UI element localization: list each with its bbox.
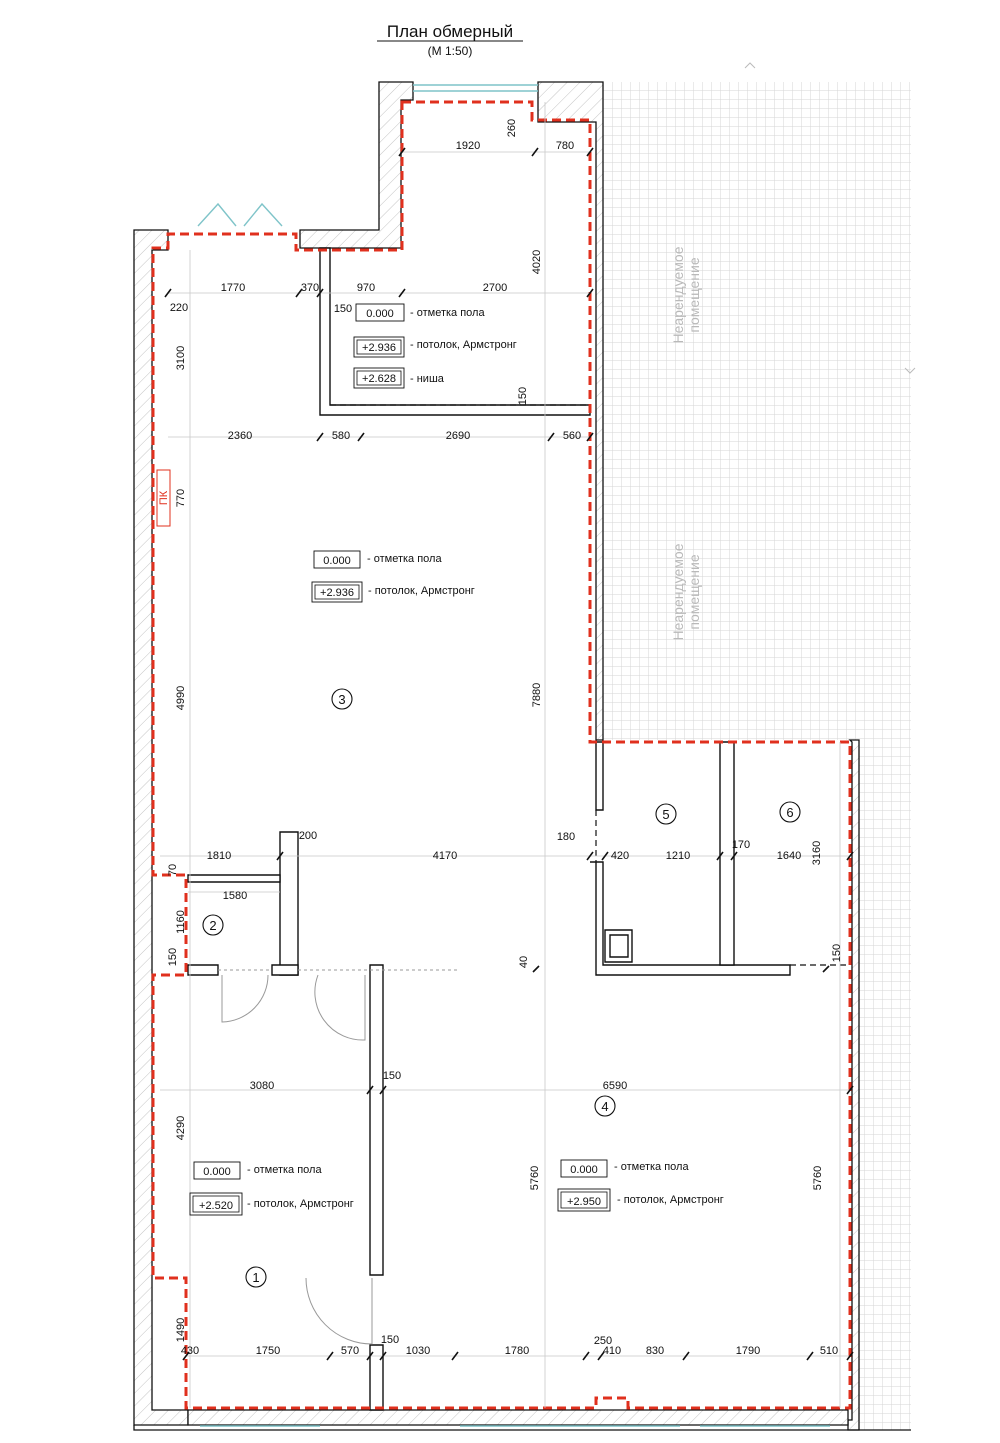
dim-1770: 1770 — [220, 282, 246, 294]
room4-floor-value: 0.000 — [570, 1164, 598, 1176]
room1-floor-text: - отметка пола — [247, 1164, 322, 1176]
dim-5760-b: 5760 — [812, 1165, 824, 1191]
unrented-label-top-2: помещение — [686, 257, 702, 333]
dim-2360: 2360 — [227, 430, 253, 442]
room3-upper-niche-value: +2.628 — [362, 373, 396, 385]
room3-levels — [312, 551, 475, 602]
dim-1810: 1810 — [206, 850, 232, 862]
dim-2690: 2690 — [445, 430, 471, 442]
dim-5760-a: 5760 — [529, 1165, 541, 1191]
room-number-4: 4 — [601, 1099, 609, 1114]
room3-floor-text: - отметка пола — [367, 553, 442, 565]
dim-170: 170 — [731, 839, 751, 851]
dim-1640: 1640 — [776, 850, 802, 862]
room1-ceiling-value: +2.520 — [199, 1200, 233, 1212]
dim-4290: 4290 — [175, 1115, 187, 1141]
dim-1030: 1030 — [405, 1345, 431, 1357]
dim-3100: 3100 — [175, 345, 187, 371]
room1-ceiling-text: - потолок, Армстронг — [247, 1198, 354, 1210]
room3-upper-levels — [354, 304, 517, 388]
room3-upper-floor-text: - отметка пола — [410, 307, 485, 319]
dim-420: 420 — [610, 850, 630, 862]
unrented-label-mid-1: Неарендуемое — [670, 543, 686, 641]
dim-6590: 6590 — [602, 1080, 628, 1092]
dim-150-b: 150 — [517, 386, 529, 406]
unrented-label-top-1: Неарендуемое — [670, 246, 686, 344]
dim-770: 770 — [175, 488, 187, 508]
dim-40: 40 — [518, 955, 530, 969]
dim-1160: 1160 — [175, 910, 187, 934]
dim-1580: 1580 — [222, 890, 248, 902]
unrented-area — [603, 63, 915, 1430]
dim-220: 220 — [169, 302, 189, 314]
dim-1490: 1490 — [175, 1317, 187, 1343]
dim-510: 510 — [819, 1345, 839, 1357]
dim-260: 260 — [506, 118, 518, 138]
dim-7880: 7880 — [531, 682, 543, 708]
dim-200: 200 — [298, 830, 318, 842]
room4-ceiling-text: - потолок, Армстронг — [617, 1194, 724, 1206]
dim-370: 370 — [300, 282, 320, 294]
dim-4990: 4990 — [175, 685, 187, 711]
plan-scale: (М 1:50) — [427, 44, 473, 58]
dim-570: 570 — [340, 1345, 360, 1357]
pk-label: ПК — [158, 490, 170, 506]
dim-70: 70 — [167, 863, 179, 877]
dim-430: 430 — [180, 1345, 200, 1357]
room4-ceiling-value: +2.950 — [567, 1196, 601, 1208]
dim-150-f: 150 — [380, 1334, 400, 1346]
dim-4020: 4020 — [531, 249, 543, 275]
dim-180: 180 — [556, 831, 576, 843]
room3-ceiling-value: +2.936 — [320, 587, 354, 599]
unrented-label-mid-2: помещение — [686, 554, 702, 630]
room-number-6: 6 — [786, 805, 794, 820]
dim-150-e: 150 — [382, 1070, 402, 1082]
dim-410: 410 — [602, 1345, 622, 1357]
dim-1790: 1790 — [735, 1345, 761, 1357]
room-number-5: 5 — [662, 807, 670, 822]
room3-floor-value: 0.000 — [323, 555, 351, 567]
dim-150-a: 150 — [333, 303, 353, 315]
room4-floor-text: - отметка пола — [614, 1161, 689, 1173]
room3-upper-floor-value: 0.000 — [366, 308, 394, 320]
dim-2700: 2700 — [482, 282, 508, 294]
room-number-1: 1 — [252, 1270, 260, 1285]
dim-1210: 1210 — [665, 850, 691, 862]
dim-250: 250 — [593, 1335, 613, 1347]
plan-title: План обмерный — [386, 22, 514, 41]
room3-upper-niche-text: - ниша — [410, 373, 444, 385]
dim-150-c: 150 — [167, 947, 179, 967]
room3-upper-ceiling-value: +2.936 — [362, 342, 396, 354]
room-number-2: 2 — [209, 918, 217, 933]
dim-3160: 3160 — [811, 840, 823, 866]
dim-970: 970 — [356, 282, 376, 294]
dim-580: 580 — [331, 430, 351, 442]
dim-1920: 1920 — [455, 140, 481, 152]
room3-upper-ceiling-text: - потолок, Армстронг — [410, 339, 517, 351]
room1-levels — [190, 1162, 354, 1215]
room-number-3: 3 — [338, 692, 346, 707]
room1-floor-value: 0.000 — [203, 1166, 231, 1178]
dim-1750: 1750 — [255, 1345, 281, 1357]
dim-3080: 3080 — [249, 1080, 275, 1092]
dim-780: 780 — [555, 140, 575, 152]
dim-560: 560 — [562, 430, 582, 442]
dim-150-d: 150 — [831, 943, 843, 963]
room4-levels — [558, 1160, 724, 1211]
dim-1780: 1780 — [504, 1345, 530, 1357]
dim-830: 830 — [645, 1345, 665, 1357]
dim-4170: 4170 — [432, 850, 458, 862]
room3-ceiling-text: - потолок, Армстронг — [368, 585, 475, 597]
